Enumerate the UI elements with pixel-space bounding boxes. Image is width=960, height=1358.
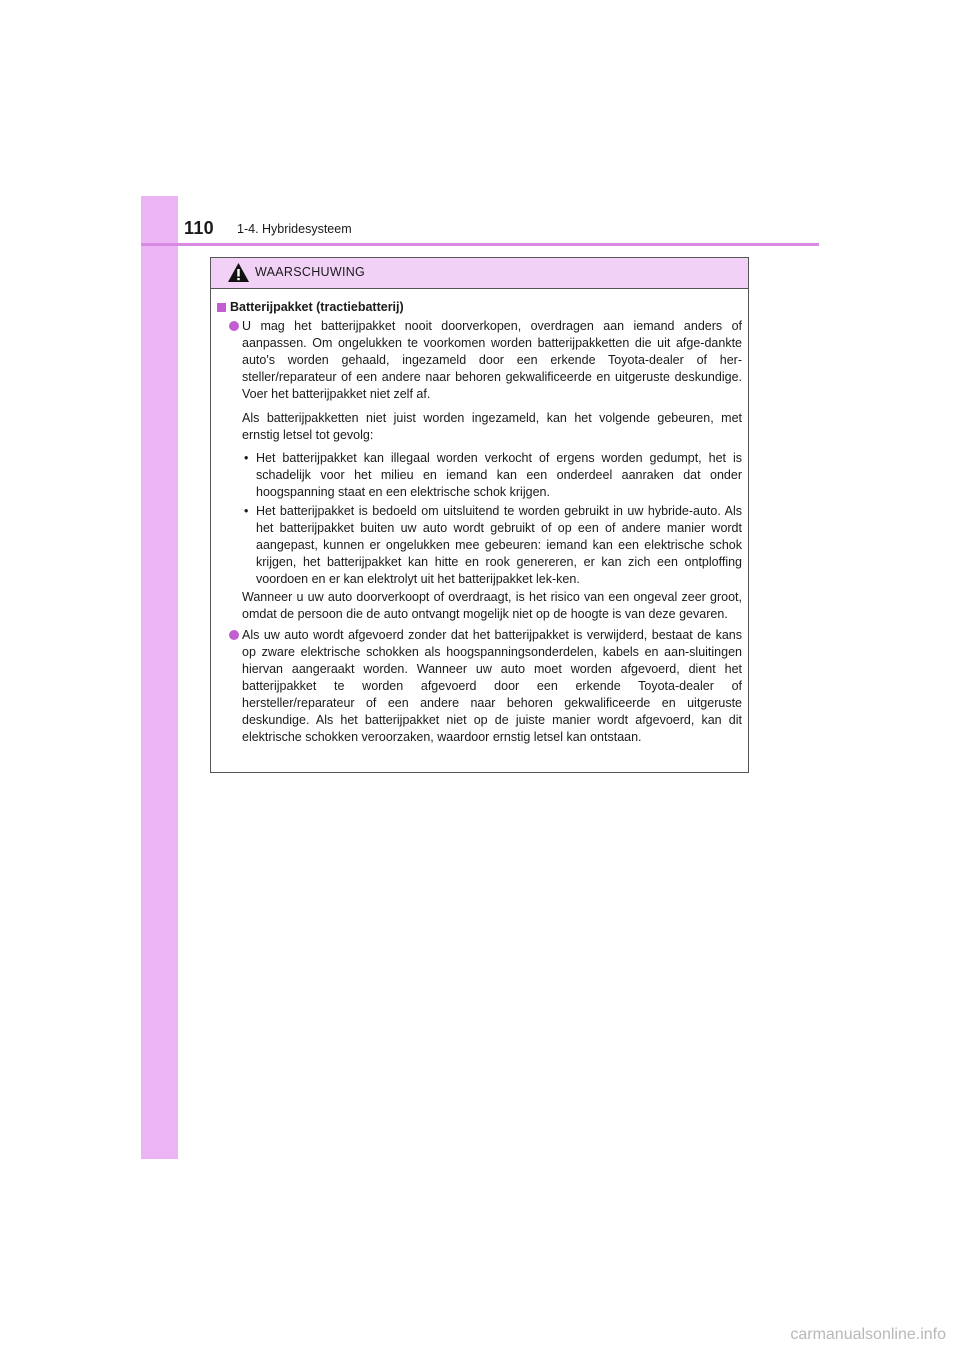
- warning-body: [211, 289, 748, 746]
- sub-bullet-mark: •: [244, 451, 249, 465]
- square-bullet-icon: [217, 303, 226, 312]
- warning-box: [210, 257, 749, 773]
- sub-item-text: Het batterijpakket is bedoeld om uitsluitend te worden gebruikt in uw hybride-auto. Als het batterijpakket buiten uw auto wordt gebruikt of op een of andere manier wordt aangepast, kunnen er ongelukken mee gebeuren: iemand kan een elektrische schok krijgen, het batterijpakket kan hitte en rook genereren, er kan zich een ontploffing voordoen en er kan elektrolyt uit het batterijpakket lek-ken.: [256, 504, 742, 586]
- warning-bullet-2: [216, 627, 742, 746]
- round-bullet-icon: [229, 630, 239, 640]
- warning-header: [211, 258, 748, 289]
- round-bullet-icon: [229, 321, 239, 331]
- bullet-1-para-3: Wanneer u uw auto doorverkoopt of overdraagt, is het risico van een ongeval zeer groot, omdat de persoon die de auto ontvangt mogelijk niet op de hoogte is van deze gevaren.: [242, 590, 742, 621]
- sub-item: [242, 503, 742, 588]
- chapter-sidebar-tab: [141, 196, 178, 1159]
- header-rule: [141, 243, 819, 246]
- page-number: 110: [184, 218, 214, 238]
- sub-item-text: Het batterijpakket kan illegaal worden verkocht of ergens worden gedumpt, het is schadelijk voor het milieu en iemand kan een onderdeel aanraken dat onder hoogspanning staat en een elektrische schok krijgen.: [256, 451, 742, 499]
- bullet-2-text: Als uw auto wordt afgevoerd zonder dat het batterijpakket is verwijderd, bestaat de kans op zware elektrische schokken als hoogspanningsonderdelen, kabels en aan-sluitingen hiervan aangeraakt worden. Wanneer uw auto moet worden afgevoerd, dient het batterijpakket te worden afgevoerd door een erkende Toyota-dealer of hersteller/reparateur of een andere naar behoren gekwalificeerde en uitgeruste deskundige. Als het batterijpakket niet op de juiste manier wordt afgevoerd, kan dit elektrische schokken veroorzaken, waardoor ernstig letsel kan ontstaan.: [242, 628, 742, 744]
- warning-bullet-1: [216, 318, 742, 623]
- warning-heading-text: Batterijpakket (tractiebatterij): [230, 300, 404, 314]
- section-title: 1-4. Hybridesysteem: [237, 222, 352, 236]
- sub-item: [242, 450, 742, 501]
- warning-title: WAARSCHUWING: [255, 265, 366, 279]
- bullet-1-text: U mag het batterijpakket nooit doorverkopen, overdragen aan iemand anders of aanpassen. Om ongelukken te voorkomen worden batterijpakketten die uit afge-dankte auto's worden gehaald, ingezameld door een erkende Toyota-dealer of her-steller/reparateur of een andere naar behoren gekwalificeerde en uitgeruste deskundige. Voer het batterijpakket niet zelf af.: [242, 319, 742, 401]
- warning-triangle-icon: [227, 262, 250, 283]
- warning-heading: [216, 299, 742, 316]
- bullet-1-para-2: Als batterijpakketten niet juist worden ingezameld, kan het volgende gebeuren, met ernstig letsel tot gevolg:: [242, 411, 742, 442]
- watermark: carmanualsonline.info: [790, 1326, 946, 1343]
- sub-bullet-mark: •: [244, 504, 249, 518]
